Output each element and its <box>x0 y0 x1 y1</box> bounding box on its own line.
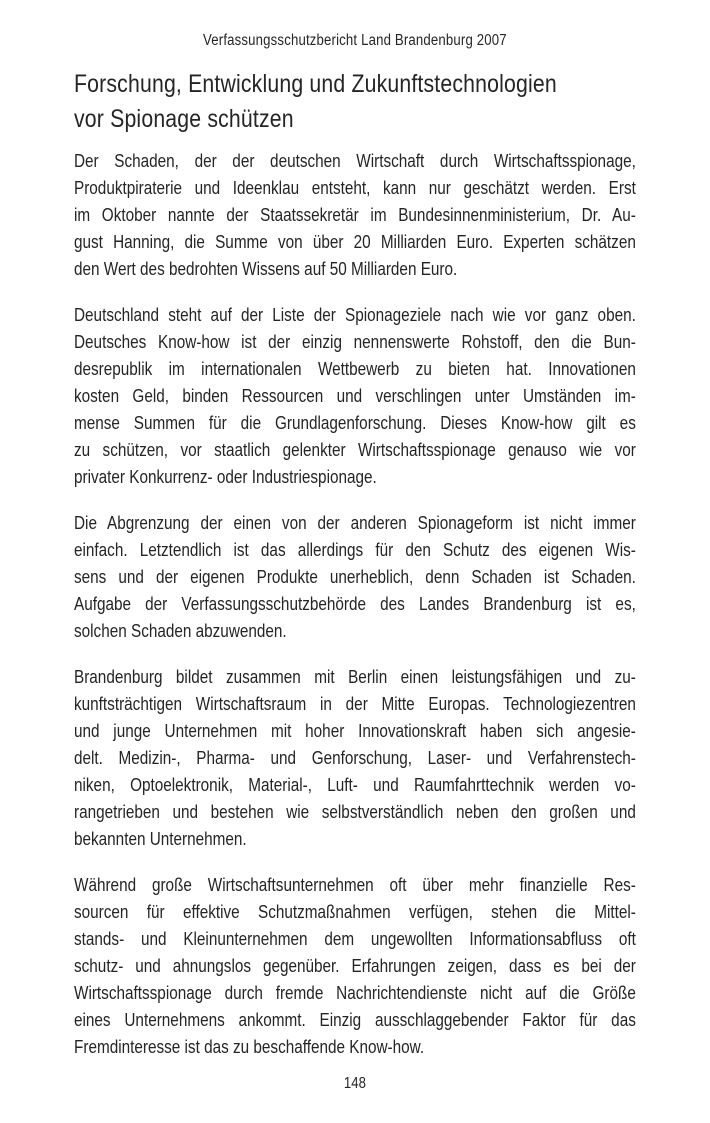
text-line: im Oktober nannte der Staatssekretär im Bundesinnenministerium, Dr. Au- <box>74 205 636 225</box>
text-line: schutz- und ahnungslos gegenüber. Erfahrungen zeigen, dass es bei der <box>74 956 636 976</box>
page-title <box>74 67 636 137</box>
text-line: und junge Unternehmen mit hoher Innovationskraft haben sich angesie- <box>74 721 636 741</box>
text-line: niken, Optoelektronik, Material-, Luft- und Raumfahrttechnik werden vo- <box>74 775 636 795</box>
text-line: einfach. Letztendlich ist das allerdings für den Schutz des eigenen Wis- <box>74 540 636 560</box>
paragraph <box>74 148 636 283</box>
body-text <box>74 148 636 1061</box>
text-line: Aufgabe der Verfassungsschutzbehörde des Landes Brandenburg ist es, <box>74 594 636 614</box>
text-line: eines Unternehmens ankommt. Einzig ausschlaggebender Faktor für das <box>74 1010 636 1030</box>
text-line: Der Schaden, der der deutschen Wirtschaft durch Wirtschaftsspionage, <box>74 151 636 171</box>
text-line: kosten Geld, binden Ressourcen und verschlingen unter Umständen im- <box>74 386 636 406</box>
paragraph <box>74 664 636 853</box>
text-line: desrepublik im internationalen Wettbewerb zu bieten hat. Innovationen <box>74 359 636 379</box>
text-line: sourcen für effektive Schutzmaßnahmen verfügen, stehen die Mittel- <box>74 902 636 922</box>
page-number: 148 <box>343 1075 366 1092</box>
paragraph <box>74 302 636 491</box>
title-line: vor Spionage schützen <box>74 105 294 133</box>
text-line: Produktpiraterie und Ideenklau entsteht, kann nur geschätzt werden. Erst <box>74 178 636 198</box>
text-line: zu schützen, vor staatlich gelenkter Wirtschaftsspionage genauso wie vor <box>74 440 636 460</box>
paragraph <box>74 872 636 1061</box>
text-line: sens und der eigenen Produkte unerheblich, denn Schaden ist Schaden. <box>74 567 636 587</box>
text-line: den Wert des bedrohten Wissens auf 50 Milliarden Euro. <box>74 259 458 279</box>
text-line: Brandenburg bildet zusammen mit Berlin einen leistungsfähigen und zu- <box>74 667 636 687</box>
text-line: Fremdinteresse ist das zu beschaffende Know-how. <box>74 1037 425 1057</box>
text-line: Deutsches Know-how ist der einzig nennenswerte Rohstoff, den die Bun- <box>74 332 636 352</box>
text-line: mense Summen für die Grundlagenforschung. Dieses Know-how gilt es <box>74 413 636 433</box>
running-header: Verfassungsschutzbericht Land Brandenburg 2007 <box>203 32 507 49</box>
text-line: bekannten Unternehmen. <box>74 829 247 849</box>
text-line: Die Abgrenzung der einen von der anderen Spionageform ist nicht immer <box>74 513 636 533</box>
text-line: stands- und Kleinunternehmen dem ungewollten Informationsabfluss oft <box>74 929 636 949</box>
page-content <box>74 0 636 1093</box>
title-line: Forschung, Entwicklung und Zukunftstechnologien <box>74 70 557 98</box>
text-line: kunftsträchtigen Wirtschaftsraum in der Mitte Europas. Technologiezentren <box>74 694 636 714</box>
text-line: Wirtschaftsspionage durch fremde Nachrichtendienste nicht auf die Größe <box>74 983 636 1003</box>
text-line: rangetrieben und bestehen wie selbstverständlich neben den großen und <box>74 802 636 822</box>
paragraph <box>74 510 636 645</box>
text-line: gust Hanning, die Summe von über 20 Milliarden Euro. Experten schätzen <box>74 232 636 252</box>
text-line: delt. Medizin-, Pharma- und Genforschung, Laser- und Verfahrenstech- <box>74 748 636 768</box>
text-line: solchen Schaden abzuwenden. <box>74 621 287 641</box>
text-line: Deutschland steht auf der Liste der Spionageziele nach wie vor ganz oben. <box>74 305 636 325</box>
text-line: Während große Wirtschaftsunternehmen oft über mehr finanzielle Res- <box>74 875 636 895</box>
text-line: privater Konkurrenz- oder Industriespionage. <box>74 467 377 487</box>
